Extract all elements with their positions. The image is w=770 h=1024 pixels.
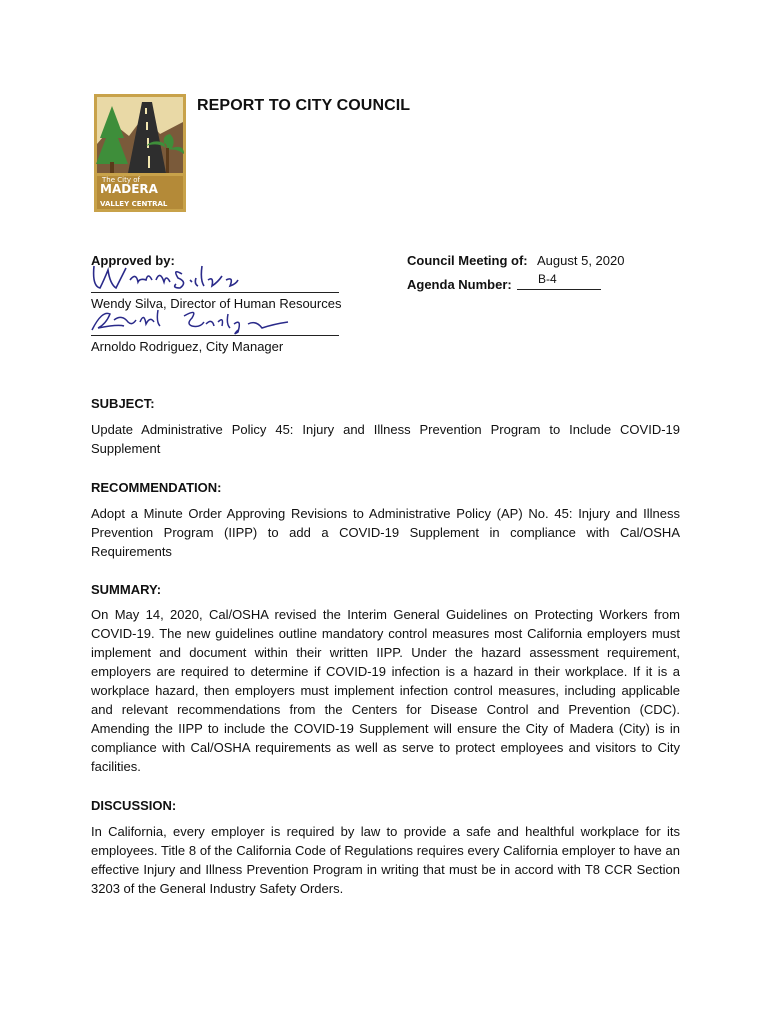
council-meeting-date: August 5, 2020 bbox=[537, 253, 625, 268]
agenda-number-value: B-4 bbox=[538, 272, 557, 286]
arnoldo-rodriguez-signature bbox=[88, 306, 298, 336]
subject-text: Update Administrative Policy 45: Injury and Illness Prevention Program to Include COVID-19 Supplement bbox=[91, 422, 680, 456]
agenda-number-line bbox=[517, 289, 601, 290]
wendy-silva-signature bbox=[86, 258, 246, 294]
signature-line-1 bbox=[91, 292, 339, 293]
summary-text: On May 14, 2020, Cal/OSHA revised the Interim General Guidelines on Protecting Workers from COVID-19. The new guidelines outline mandatory control measures most California employers must implement and document within their written IIPP. Under the hazard assessment requirement, employers are required to determine if COVID-19 infection is a hazard in their workplace. If it is a workplace hazard, then employers must implement infection control measures, including applicable and relevant recommendations from the Centers for Disease Control and Prevention (CDC). Amending the IIPP to include the COVID-19 Supplement will ensure the City of Madera (City) is in compliance with Cal/OSHA requirements as well as serve to protect employees and visitors to City facilities. bbox=[91, 607, 680, 774]
signer1-name: Wendy Silva, Director of Human Resources bbox=[91, 296, 342, 311]
logo-text-line1: The City of bbox=[102, 176, 140, 184]
discussion-text: In California, every employer is required by law to provide a safe and healthful workplace for its employees. Title 8 of the California Code of Regulations requires every California employer to have an effective Injury and Illness Prevention Program in writing that must be in accord with T8 CCR Section 3203 of the General Industry Safety Orders. bbox=[91, 824, 680, 896]
approved-by-label: Approved by: bbox=[91, 253, 175, 268]
logo-text-line2: MADERA bbox=[100, 182, 158, 196]
recommendation-text: Adopt a Minute Order Approving Revisions to Administrative Policy (AP) No. 45: Injury and Illness Prevention Program (IIPP) to add a COVID-19 Supplement in compliance with Cal/OSHA Requirements bbox=[91, 506, 680, 559]
signer2-name: Arnoldo Rodriguez, City Manager bbox=[91, 339, 284, 354]
report-title: REPORT TO CITY COUNCIL bbox=[197, 97, 411, 114]
recommendation-heading: RECOMMENDATION: bbox=[91, 480, 222, 495]
city-of-madera-logo bbox=[94, 94, 186, 212]
council-meeting-label: Council Meeting of: bbox=[407, 253, 528, 268]
subject-heading: SUBJECT: bbox=[91, 396, 155, 411]
discussion-heading: DISCUSSION: bbox=[91, 798, 177, 813]
summary-heading: SUMMARY: bbox=[91, 582, 162, 597]
signature-line-2 bbox=[91, 335, 339, 336]
agenda-number-label: Agenda Number: bbox=[407, 277, 512, 292]
logo-text-line3: VALLEY CENTRAL bbox=[100, 200, 168, 208]
